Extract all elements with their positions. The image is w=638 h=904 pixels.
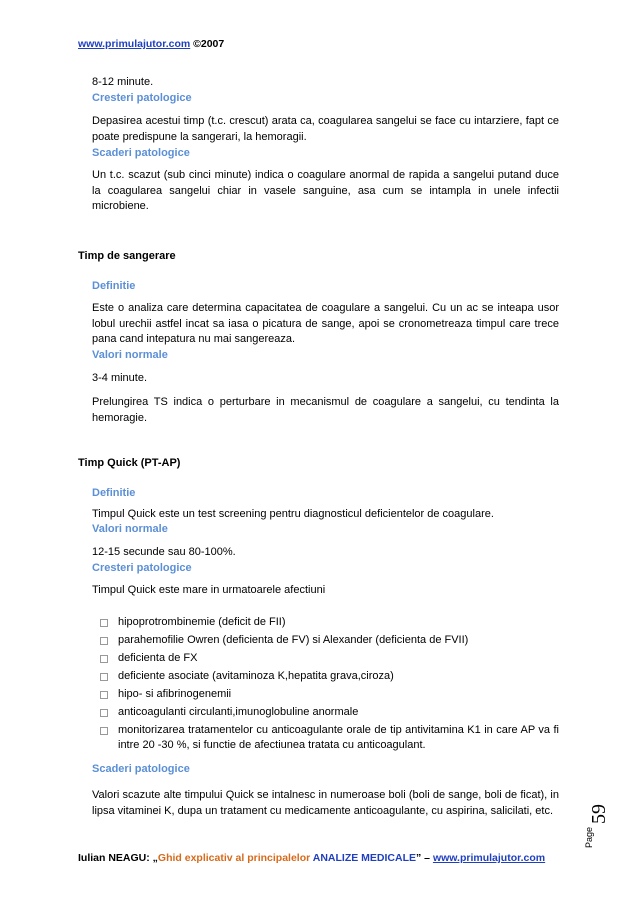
definitie-text-3: Timpul Quick este un test screening pentru diagnosticul deficientelor de coagulare.	[92, 508, 494, 520]
list-item: anticoagulanti circulanti,imunoglobuline anormale	[118, 706, 359, 718]
bullet-box-icon	[100, 655, 108, 663]
footer-site-link[interactable]: www.primulajutor.com	[432, 852, 546, 864]
footer-author: Iulian NEAGU: „	[78, 852, 158, 864]
list-item: monitorizarea tratamentelor cu anticoagulante orale de tip antivitamina K1 in care AP va fi intre 20 -30 %, si functie de afectiunea tratata cu anticoagulant.	[118, 724, 559, 751]
coag-time-value: 8-12 minute.	[92, 76, 154, 88]
ts-note-text: Prelungirea TS indica o perturbare in mecanismul de coagulare a sangelui, cu tendinta la hemoragie.	[92, 396, 559, 424]
scaderi-text-1: Un t.c. scazut (sub cinci minute) indica o coagulare anormal de rapida a sangelui putand duce la coagularea sangelui chiar in vasele sanguine, asa cum se intampla in unele infectii microbiene.	[92, 169, 559, 212]
page-number	[584, 778, 614, 868]
bullet-box-icon	[100, 619, 108, 627]
section-title-timp-quick: Timp Quick (PT-AP)	[78, 457, 181, 469]
page-header	[78, 38, 224, 50]
valori-normale-text-2: 3-4 minute.	[92, 372, 148, 384]
scaderi-heading-1: Scaderi patologice	[92, 147, 190, 159]
definitie-heading-3: Definitie	[92, 487, 136, 499]
scaderi-text-3: Valori scazute alte timpului Quick se intalnesc in numeroase boli (boli de sange, boli de ficat), in lipsa vitaminei K, dupa un tratament cu medicamente anticoagulante, cu aspirina, salicilati, etc.	[92, 789, 559, 817]
footer-analize: ANALIZE MEDICALE	[312, 852, 416, 864]
page-footer	[78, 852, 558, 864]
header-site-link[interactable]: www.primulajutor.com	[78, 38, 191, 50]
bullet-box-icon	[100, 637, 108, 645]
cresteri-intro-3: Timpul Quick este mare in urmatoarele afectiuni	[92, 584, 326, 596]
bullet-box-icon	[100, 709, 108, 717]
cresteri-text-1: Depasirea acestui timp (t.c. crescut) arata ca, coagularea sangelui se face cu intarziere, fapt ce poate predispune la sangerari, la hemoragii.	[92, 115, 559, 143]
page-number-value: 59	[588, 804, 610, 824]
cresteri-heading-1: Cresteri patologice	[92, 92, 192, 104]
footer-dash: ” –	[416, 852, 433, 864]
list-item: hipoprotrombinemie (deficit de FII)	[118, 616, 286, 628]
valori-normale-text-3: 12-15 secunde sau 80-100%.	[92, 546, 236, 558]
section-title-timp-sangerare: Timp de sangerare	[78, 250, 176, 262]
header-year: ©2007	[193, 38, 225, 50]
bullet-box-icon	[100, 727, 108, 735]
bullet-box-icon	[100, 673, 108, 681]
list-item: deficienta de FX	[118, 652, 198, 664]
cresteri-heading-3: Cresteri patologice	[92, 562, 192, 574]
bullet-box-icon	[100, 691, 108, 699]
valori-normale-heading-3: Valori normale	[92, 523, 168, 535]
list-item: deficiente asociate (avitaminoza K,hepatita grava,ciroza)	[118, 670, 394, 682]
scaderi-heading-3: Scaderi patologice	[92, 763, 190, 775]
definitie-heading-2: Definitie	[92, 280, 136, 292]
footer-guide: Ghid explicativ al principalelor	[157, 852, 313, 864]
list-item: parahemofilie Owren (deficienta de FV) si Alexander (deficienta de FVII)	[118, 634, 469, 646]
page-label: Page	[584, 826, 594, 848]
list-item: hipo- si afibrinogenemii	[118, 688, 232, 700]
definitie-text-2: Este o analiza care determina capacitatea de coagulare a sangelui. Cu un ac se inteapa usor lobul urechii astfel incat sa iasa o picatura de sange, apoi se cronometreaza timpul care trece pana cand intepatura nu mai sangereaza.	[92, 302, 559, 345]
valori-normale-heading-2: Valori normale	[92, 349, 168, 361]
